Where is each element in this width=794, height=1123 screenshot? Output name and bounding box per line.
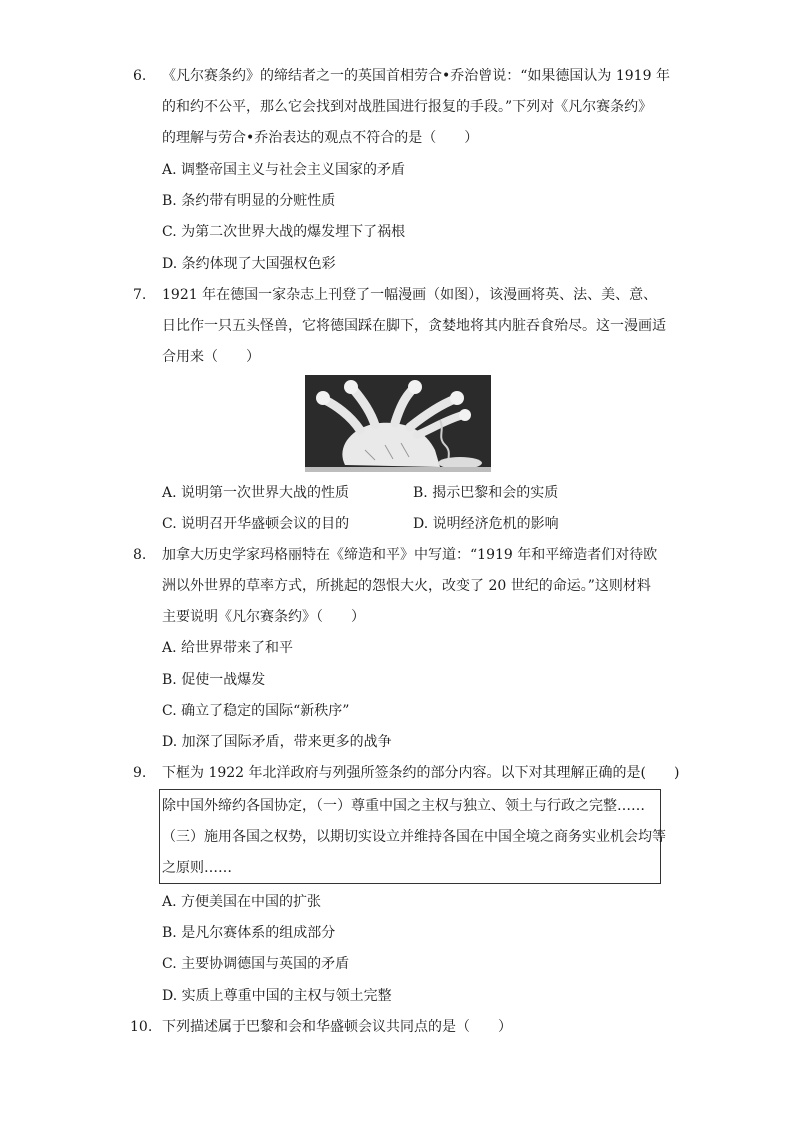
question-text-line: 日比作一只五头怪兽，它将德国踩在脚下，贪婪地将其内脏吞食殆尽。这一漫画适: [162, 318, 666, 334]
question-text-line: 下列描述属于巴黎和会和华盛顿会议共同点的是（ ）: [162, 1019, 512, 1035]
five-headed-monster-cartoon: [305, 375, 491, 472]
option-d[interactable]: D. 说明经济危机的影响: [413, 516, 559, 532]
option-c[interactable]: C. 为第二次世界大战的爆发埋下了祸根: [162, 224, 406, 240]
option-b[interactable]: B. 促使一战爆发: [162, 672, 266, 688]
option-d[interactable]: D. 条约体现了大国强权色彩: [162, 256, 336, 272]
question-text-line: 加拿大历史学家玛格丽特在《缔造和平》中写道：“1919 年和平缔造者们对待欧: [162, 547, 658, 563]
question-text-line: 下框为 1922 年北洋政府与列强所签条约的部分内容。以下对其理解正确的是( ): [162, 765, 680, 781]
option-a[interactable]: A. 说明第一次世界大战的性质: [162, 485, 350, 501]
source-material-box: [159, 789, 666, 884]
question-text-line: 洲以外世界的草率方式，所挑起的怨恨大火，改变了 20 世纪的命运。”这则材料: [162, 578, 651, 594]
option-c[interactable]: C. 确立了稳定的国际“新秩序”: [162, 703, 350, 719]
option-b[interactable]: B. 揭示巴黎和会的实质: [413, 485, 559, 501]
option-b[interactable]: B. 是凡尔赛体系的组成部分: [162, 925, 336, 941]
source-material-line: （三）施用各国之权势，以期切实设立并维持各国在中国全境之商务实业机会均等: [162, 829, 666, 845]
question-text-line: 的和约不公平，那么它会找到对战胜国进行报复的手段。”下列对《凡尔赛条约》: [162, 99, 653, 115]
option-b[interactable]: B. 条约带有明显的分赃性质: [162, 193, 336, 209]
option-a[interactable]: A. 方便美国在中国的扩张: [162, 894, 322, 910]
question-text-line: 的理解与劳合•乔治表达的观点不符合的是（ ）: [162, 130, 479, 146]
option-c[interactable]: C. 说明召开华盛顿会议的目的: [162, 516, 350, 532]
question-text-line: 《凡尔赛条约》的缔结者之一的英国首相劳合•乔治曾说：“如果德国认为 1919 年: [162, 68, 670, 84]
source-material-line: 除中国外缔约各国协定，（一）尊重中国之主权与独立、领土与行政之完整……: [162, 798, 645, 814]
option-a[interactable]: A. 给世界带来了和平: [162, 640, 294, 656]
question-number: 9.: [133, 765, 147, 781]
option-d[interactable]: D. 加深了国际矛盾，带来更多的战争: [162, 734, 392, 750]
option-d[interactable]: D. 实质上尊重中国的主权与领土完整: [162, 988, 392, 1004]
question-text-line: 主要说明《凡尔赛条约》（ ）: [162, 609, 365, 625]
source-material-line: 之原则……: [162, 860, 232, 876]
question-text-line: 合用来（ ）: [162, 349, 260, 365]
question-number: 6.: [133, 68, 147, 84]
cartoon-illustration: [305, 375, 491, 472]
question-number: 8.: [133, 547, 147, 563]
option-a[interactable]: A. 调整帝国主义与社会主义国家的矛盾: [162, 162, 406, 178]
question-number: 7.: [133, 287, 147, 303]
question-number: 10.: [130, 1019, 153, 1035]
question-text-line: 1921 年在德国一家杂志上刊登了一幅漫画（如图），该漫画将英、法、美、意、: [162, 287, 658, 303]
option-c[interactable]: C. 主要协调德国与英国的矛盾: [162, 956, 350, 972]
